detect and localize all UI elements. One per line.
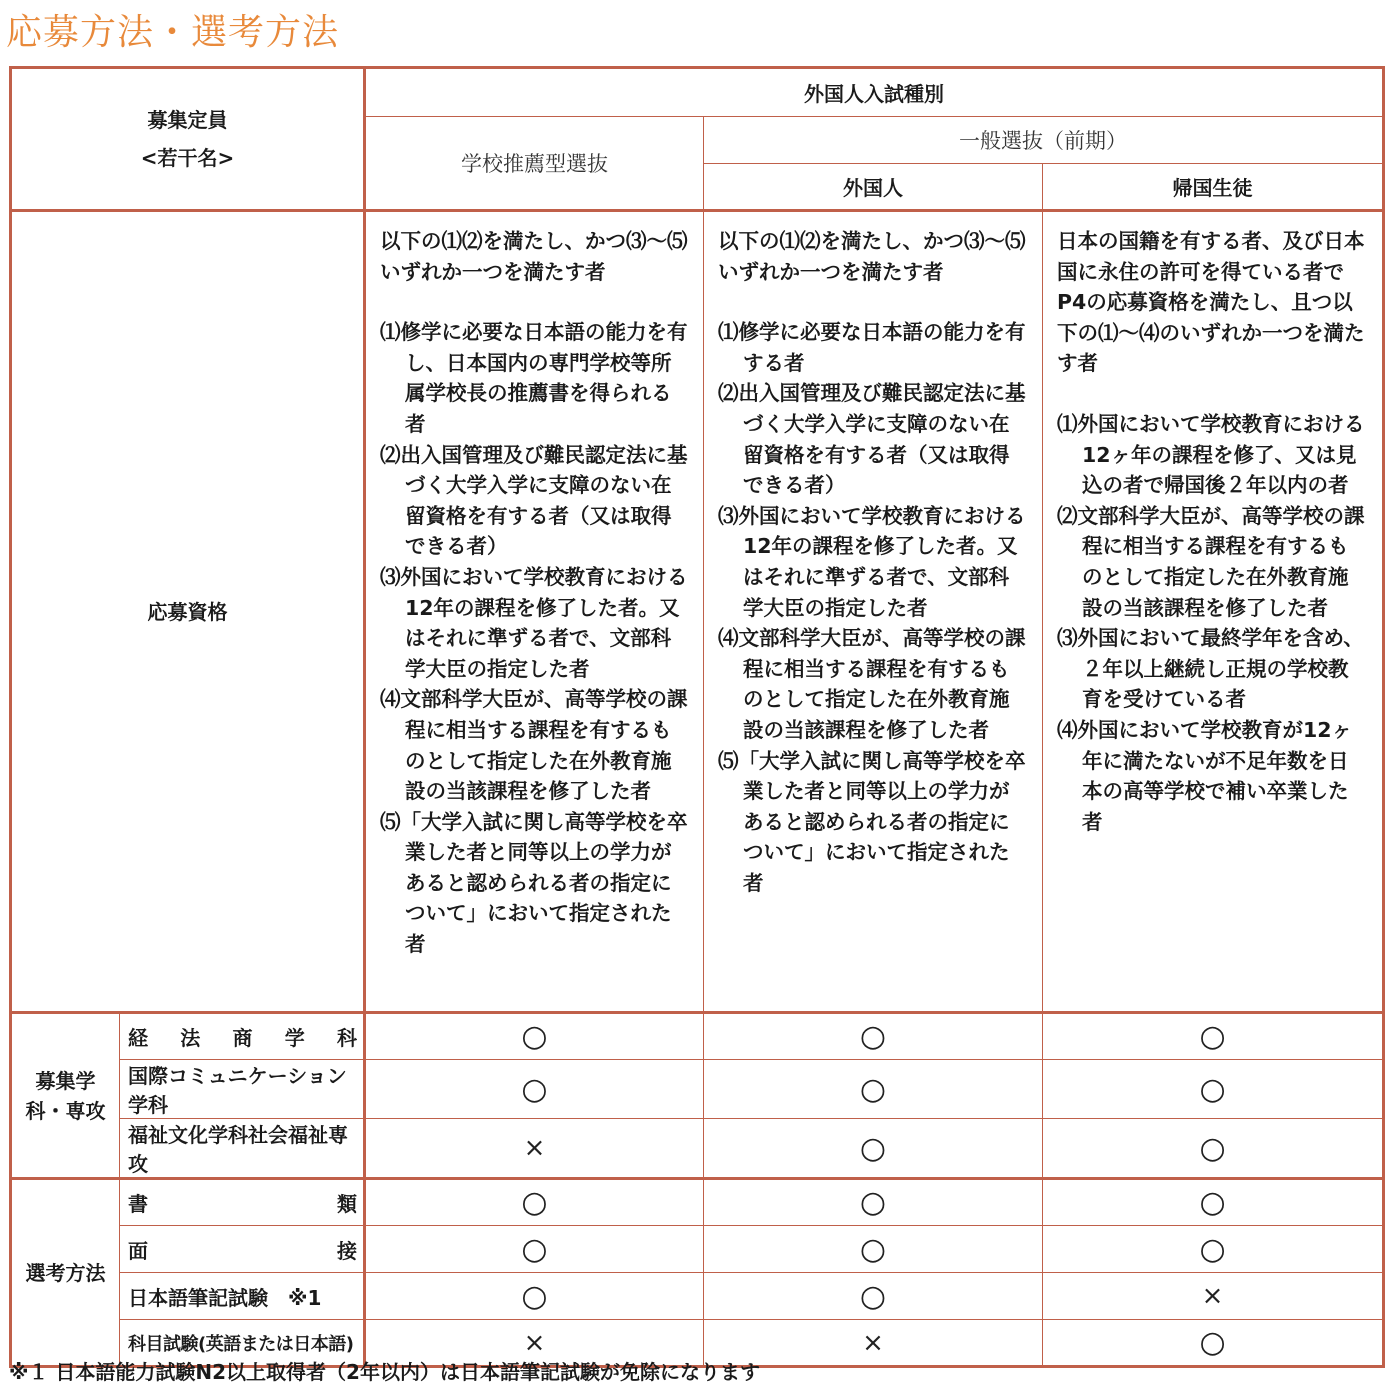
dept-name: 経法商学科	[120, 1013, 365, 1060]
qual-item: ⑵出入国管理及び難民認定法に基づく大学入学に支障のない在留資格を有する者（又は取得できる者）	[380, 442, 688, 559]
mark: ○	[365, 1060, 704, 1119]
mark: ○	[365, 1226, 704, 1273]
mark: ○	[365, 1179, 704, 1226]
dept-name: 国際コミュニケーション学科	[120, 1060, 365, 1119]
selection-name: 科目試験(英語または日本語)	[120, 1320, 365, 1367]
qualification-school-rec	[365, 211, 704, 1013]
mark: ○	[365, 1013, 704, 1060]
mark: ○	[704, 1060, 1043, 1119]
quota-title: 募集定員	[147, 108, 228, 132]
returnee-header: 帰国生徒	[1043, 164, 1384, 211]
general-header: 一般選抜（前期）	[704, 117, 1384, 164]
mark: ×	[365, 1320, 704, 1367]
mark: ○	[704, 1013, 1043, 1060]
mark: ○	[1043, 1179, 1384, 1226]
qual-item: ⑵文部科学大臣が、高等学校の課程に相当する課程を有するものとして指定した在外教育施設の当該課程を修了した者	[1057, 503, 1365, 620]
mark: ×	[365, 1119, 704, 1179]
selection-label: 選考方法	[11, 1179, 120, 1367]
quota-cell	[11, 68, 365, 211]
qual-item: ⑸「大学入試に関し高等学校を卒業した者と同等以上の学力があると認められる者の指定について」において指定された者	[380, 809, 688, 957]
selection-name: 日本語筆記試験 ※1	[120, 1273, 365, 1320]
qual-item: ⑷文部科学大臣が、高等学校の課程に相当する課程を有するものとして指定した在外教育施設の当該課程を修了した者	[380, 687, 688, 804]
dept-name: 福祉文化学科社会福祉専攻	[120, 1119, 365, 1179]
qual-lead: 以下の⑴⑵を満たし、かつ⑶〜⑸いずれか一つを満たす者	[380, 229, 688, 284]
selection-name: 書類	[120, 1179, 365, 1226]
footnote: ※１ 日本語能力試験N2以上取得者（2年以内）は日本語筆記試験が免除になります	[9, 1360, 760, 1384]
qual-item: ⑸「大学入試に関し高等学校を卒業した者と同等以上の学力があると認められる者の指定について」において指定された者	[718, 748, 1026, 895]
qual-item: ⑴外国において学校教育における12ヶ年の課程を修了、又は見込の者で帰国後２年以内の者	[1057, 411, 1365, 498]
page-title: 応募方法・選考方法	[6, 12, 340, 53]
exam-type-header: 外国人入試種別	[365, 68, 1384, 117]
qual-lead: 日本の国籍を有する者、及び日本国に永住の許可を得ている者でP4の応募資格を満たし、且つ以下の⑴〜⑷のいずれか一つを満たす者	[1057, 229, 1365, 376]
mark: ×	[1043, 1273, 1384, 1320]
quota-value: <若干名>	[140, 146, 235, 170]
qual-item: ⑴修学に必要な日本語の能力を有し、日本国内の専門学校等所属学校長の推薦書を得られる者	[380, 320, 688, 436]
mark: ○	[1043, 1226, 1384, 1273]
qual-item: ⑷外国において学校教育が12ヶ年に満たないが不足年数を日本の高等学校で補い卒業した者	[1057, 717, 1353, 834]
departments-label-text: 募集学科・専攻	[25, 1068, 106, 1123]
mark: ○	[1043, 1060, 1384, 1119]
mark: ○	[365, 1273, 704, 1320]
qualification-returnee	[1043, 211, 1384, 1013]
mark: ○	[704, 1226, 1043, 1273]
school-rec-header: 学校推薦型選抜	[365, 117, 704, 211]
qualification-label: 応募資格	[11, 211, 365, 1013]
mark: ×	[704, 1320, 1043, 1367]
foreigner-header: 外国人	[704, 164, 1043, 211]
mark: ○	[1043, 1119, 1384, 1179]
qual-item: ⑶外国において学校教育における12年の課程を修了した者。又はそれに準ずる者で、文部科学大臣の指定した者	[718, 503, 1026, 620]
qual-lead: 以下の⑴⑵を満たし、かつ⑶〜⑸いずれか一つを満たす者	[718, 229, 1026, 284]
qual-item: ⑶外国において最終学年を含め、２年以上継続し正規の学校教育を受けている者	[1057, 626, 1364, 712]
qual-item: ⑵出入国管理及び難民認定法に基づく大学入学に支障のない在留資格を有する者（又は取得できる者）	[718, 381, 1026, 498]
qual-item: ⑶外国において学校教育における12年の課程を修了した者。又はそれに準ずる者で、文部科学大臣の指定した者	[380, 564, 688, 681]
departments-label	[11, 1013, 120, 1179]
mark: ○	[1043, 1320, 1384, 1367]
mark: ○	[704, 1119, 1043, 1179]
mark: ○	[704, 1179, 1043, 1226]
qual-item: ⑴修学に必要な日本語の能力を有する者	[718, 320, 1026, 375]
qual-item: ⑷文部科学大臣が、高等学校の課程に相当する課程を有するものとして指定した在外教育施設の当該課程を修了した者	[718, 626, 1026, 742]
mark: ○	[704, 1273, 1043, 1320]
selection-name: 面接	[120, 1226, 365, 1273]
mark: ○	[1043, 1013, 1384, 1060]
admission-table	[9, 66, 1385, 1368]
qualification-foreigner	[704, 211, 1043, 1013]
